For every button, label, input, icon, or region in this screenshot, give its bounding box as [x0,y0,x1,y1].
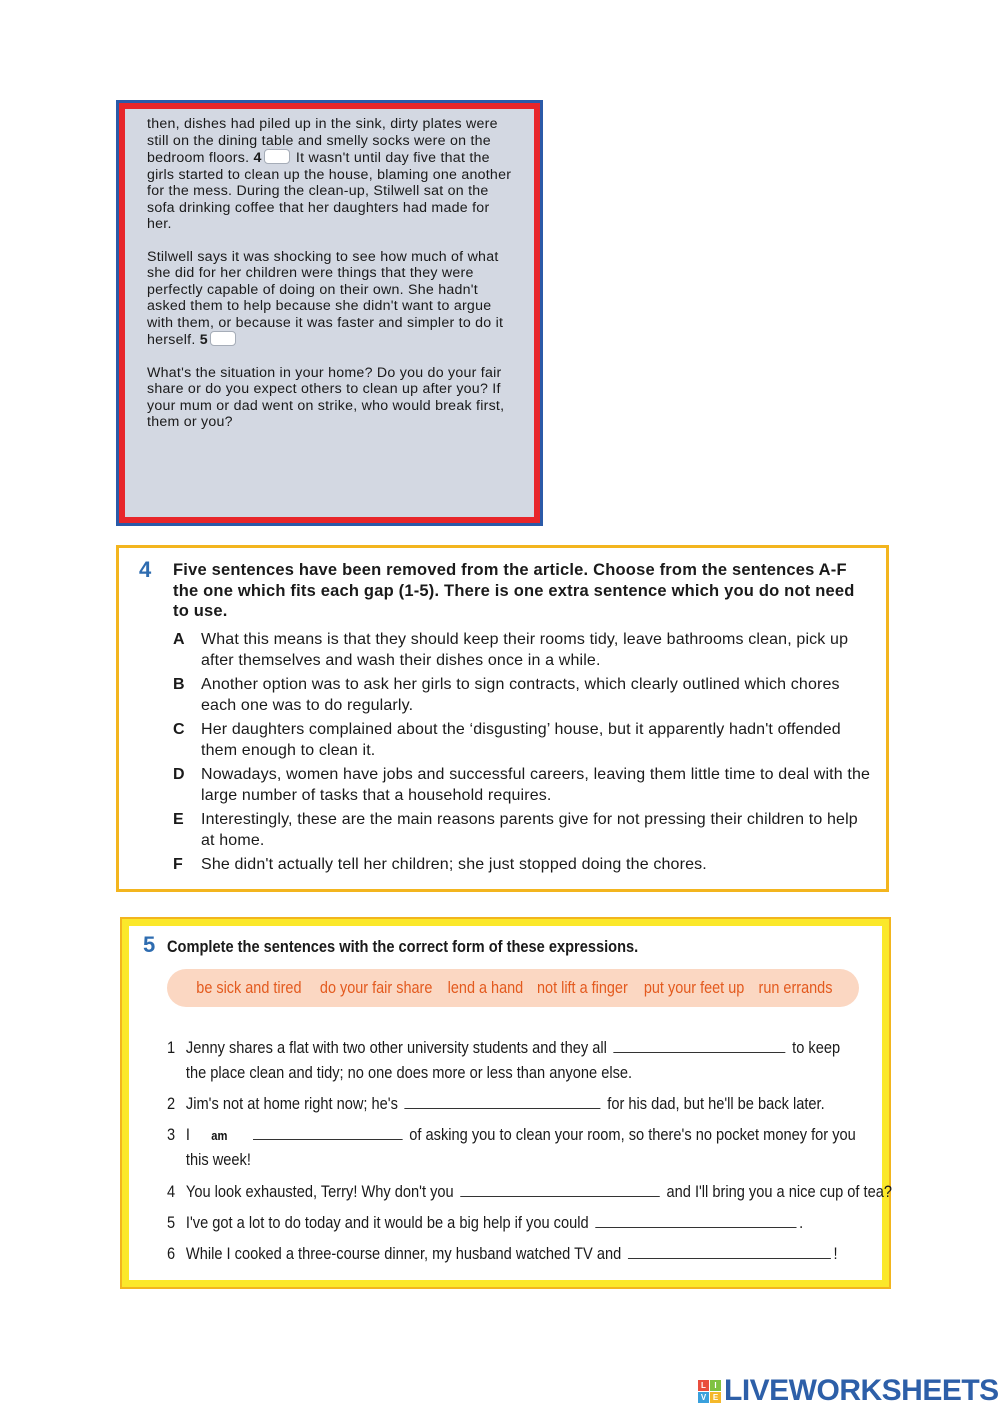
sentence-text: While I cooked a three-course dinner, my husband watched TV and [185,1244,622,1263]
sentence-number: 6 [167,1244,176,1263]
exercise-4-number: 4 [139,557,152,582]
option-letter: A [173,631,185,648]
sentence-text: and I'll bring you a nice cup of tea? [666,1182,892,1201]
option-letter: C [173,721,185,738]
expression-bank [167,969,859,1007]
liveworksheets-logo [698,1374,999,1408]
expression: run errands [758,978,833,997]
option-f [173,855,873,876]
article-paragraph-3: What's the situation in your home? Do you do your fair share or do you expect others to clean up after you? If your mum or dad went on strike, who would break first, them or you? [147,364,505,430]
sentence-1 [167,1035,950,1060]
answer-blank-5[interactable] [595,1212,796,1228]
sentence-number: 3 [167,1125,176,1144]
article-paragraph-1 [147,116,516,233]
option-letter: F [173,856,183,873]
gap-5-label: 5 [199,332,208,348]
article-text [125,109,534,517]
expression: lend a hand [447,978,524,997]
expression: do your fair share [319,978,433,997]
option-letter: B [173,676,185,693]
sentence-text: this week! [185,1150,251,1169]
option-text: Another option was to ask her girls to sign contracts, which clearly outlined which chores each one was to do regularly. [201,676,840,714]
sentence-number: 1 [167,1038,176,1057]
sentence-text: You look exhausted, Terry! Why don't you [185,1182,454,1201]
sentence-3-continued [167,1147,265,1172]
exercise-5 [122,919,892,1287]
sentence-3 [167,1122,968,1148]
answer-blank-4[interactable] [460,1181,660,1197]
sentence-number: 5 [167,1213,176,1232]
gap-4-label: 4 [253,150,262,166]
sentence-number: 2 [167,1094,176,1113]
para1-after-gap: It wasn't until day five that the girls started to clean up the house, blaming one another for the mess. During the clean-up, Stilwell sat on the sofa drinking coffee that her daughters had made for her. [147,150,512,232]
sentence-text: Jenny shares a flat with two other university students and they all [185,1038,607,1057]
article-box [116,100,543,526]
exercise-5-instruction: Complete the sentences with the correct form of these expressions. [167,937,639,956]
expression: put your feet up [643,978,745,997]
logo-text: LIVEWORKSHEETS [724,1374,999,1407]
logo-blocks [698,1380,721,1403]
sentence-text: . [799,1213,804,1232]
answer-blank-3[interactable] [253,1124,403,1140]
sentence-text: for his dad, but he'll be back later. [607,1094,825,1113]
option-letter: D [173,766,185,783]
sentence-6 [167,1241,947,1266]
sentence-4 [167,1179,1000,1204]
exercise-4-options [173,630,873,880]
gap-5-input[interactable] [210,331,236,346]
exercise-5-number: 5 [143,932,156,957]
expression: not lift a finger [537,978,628,997]
sentence-text: ! [833,1244,838,1263]
option-text: Her daughters complained about the ‘disgusting’ house, but it apparently hadn't offended them enough to clean it. [201,721,841,759]
option-text: She didn't actually tell her children; she just stopped doing the chores. [201,856,707,873]
option-d [173,765,873,806]
article-paragraph-2 [147,249,516,349]
option-a [173,630,873,671]
sentence-text: I've got a lot to do today and it would be a big help if you could [185,1213,589,1232]
option-b [173,675,873,716]
logo-block: L [698,1380,709,1391]
sentence-text: Jim's not at home right now; he's [185,1094,398,1113]
option-text: Nowadays, women have jobs and successful careers, leaving them little time to deal with the large number of tasks that a household requires. [201,766,871,804]
sentence-2 [167,1091,932,1116]
answer-blank-1[interactable] [614,1037,786,1053]
sentence-1-continued [167,1060,708,1085]
answer-field-3[interactable]: am [211,1128,228,1143]
logo-block: I [710,1380,721,1391]
sentence-text: to keep [792,1038,841,1057]
option-letter: E [173,811,184,828]
sentence-text: the place clean and tidy; no one does more or less than anyone else. [185,1063,633,1082]
option-c [173,720,873,761]
logo-block: E [710,1392,721,1403]
para1-before-gap: then, dishes had piled up in the sink, dirty plates were still on the dining table and smelly socks were on the bedroom floors. [147,116,498,166]
exercise-4 [116,545,889,892]
answer-blank-6[interactable] [628,1243,831,1259]
sentence-text: I [185,1125,190,1144]
sentence-number: 4 [167,1182,176,1201]
exercise-4-instruction: Five sentences have been removed from the article. Choose from the sentences A-F the one which fits each gap (1-5). There is one extra sentence which you do not need to use. [173,561,855,620]
option-text: Interestingly, these are the main reasons parents give for not pressing their children to help at home. [201,811,858,849]
expression: be sick and tired [196,978,302,997]
sentence-text: of asking you to clean your room, so there's no pocket money for you [409,1125,856,1144]
logo-block: V [698,1392,709,1403]
option-text: What this means is that they should keep their rooms tidy, leave bathrooms clean, pick up after themselves and wash their dishes once in a while. [201,631,849,669]
gap-4-input[interactable] [264,149,290,164]
answer-blank-2[interactable] [405,1093,601,1109]
option-e [173,810,873,851]
para2-before-gap: Stilwell says it was shocking to see how much of what she did for her children were things that they were perfectly capable of doing on their own. She hadn't asked them to help because she didn't want to argue with them, or because it was faster and simpler to do it herself. [147,248,504,348]
sentence-5 [167,1210,907,1235]
